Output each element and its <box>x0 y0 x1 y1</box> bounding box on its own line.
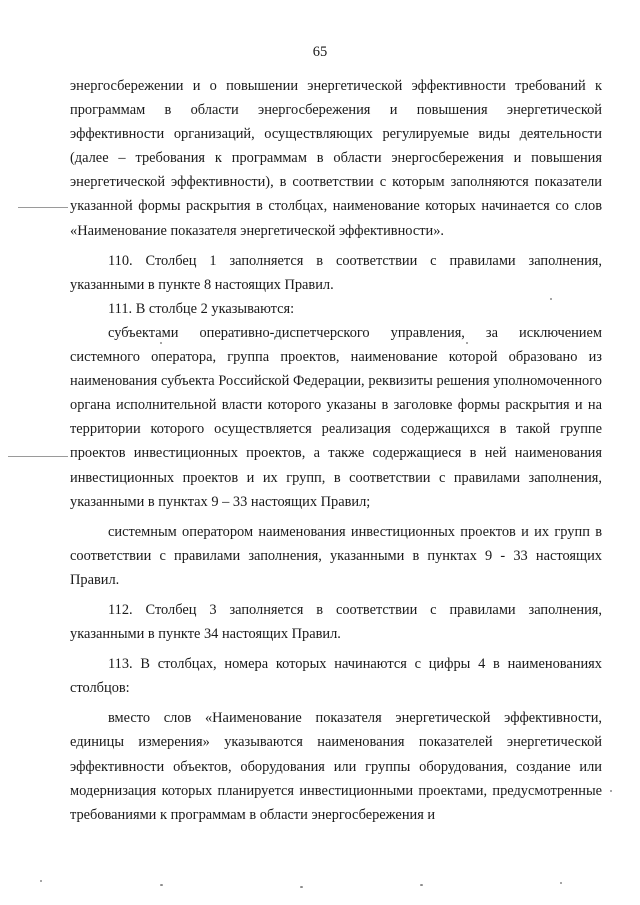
paragraph-113: 113. В столбцах, номера которых начинаются с цифры 4 в наименованиях столбцов: <box>70 656 602 697</box>
scan-artifact-speck <box>40 880 42 882</box>
paragraph-112: 112. Столбец 3 заполняется в соответствии с правилами заполнения, указанными в пункте 34 настоящих Правил. <box>70 601 602 643</box>
paragraph-111-subject-operators: субъектами оперативно-диспетчерского управления, за исключением системного оператора, группа проектов, наименование которой образовано из наименования субъекта Российской Федерации, реквизиты решения уполномоченного органа исполнительной власти которого указаны в заголовке формы раскрытия и на территории которого осуществляется реализация содержащихся в такой группе проектов инвестиционных проектов, а также содержащиеся в ней наименования инвестиционных проектов и их групп, в соответствии с правилами заполнения, указанными в пунктах 9 – 33 настоящих Правил; <box>70 324 602 510</box>
page-number: 65 <box>312 44 328 60</box>
document-body <box>70 74 602 827</box>
scan-artifact-speck <box>550 298 552 300</box>
scan-artifact-speck <box>300 886 303 888</box>
scan-artifact-dash <box>8 456 68 457</box>
scan-artifact-dash <box>18 207 68 208</box>
scan-artifact-speck <box>160 342 162 344</box>
scan-artifact-speck <box>420 884 423 886</box>
scan-artifact-speck <box>160 884 163 886</box>
paragraph-111: 111. В столбце 2 указываются: <box>108 300 295 317</box>
scan-artifact-speck <box>560 882 562 884</box>
scan-artifact-speck <box>610 790 612 792</box>
paragraph-110: 110. Столбец 1 заполняется в соответствии с правилами заполнения, указанными в пункте 8 настоящих Правил. <box>70 252 602 293</box>
paragraph-111-system-operator: системным оператором наименования инвестиционных проектов и их групп в соответствии с правилами заполнения, указанными в пунктах 9 - 33 настоящих Правил. <box>70 523 602 588</box>
paragraph-113-instead-of-words: вместо слов «Наименование показателя энергетической эффективности, единицы измерения» указываются наименования показателей энергетической эффективности объектов, оборудования или группы оборудования, создание или модернизация которых планируется инвестиционными проектами, предусмотренные требованиями к программам в области энергосбережения и <box>70 710 602 823</box>
paragraph-continued: энергосбережении и о повышении энергетической эффективности требований к программам в области энергосбережения и повышения энергетической эффективности организаций, осуществляющих регулируемые виды деятельности (далее – требования к программам в области энергосбережения и повышения энергетической эффективности), в соответствии с которым заполняются показатели указанной формы раскрытия в столбцах, наименование которых начинается со слов «Наименование показателя энергетической эффективности». <box>70 78 602 239</box>
scan-artifact-speck <box>466 342 468 344</box>
